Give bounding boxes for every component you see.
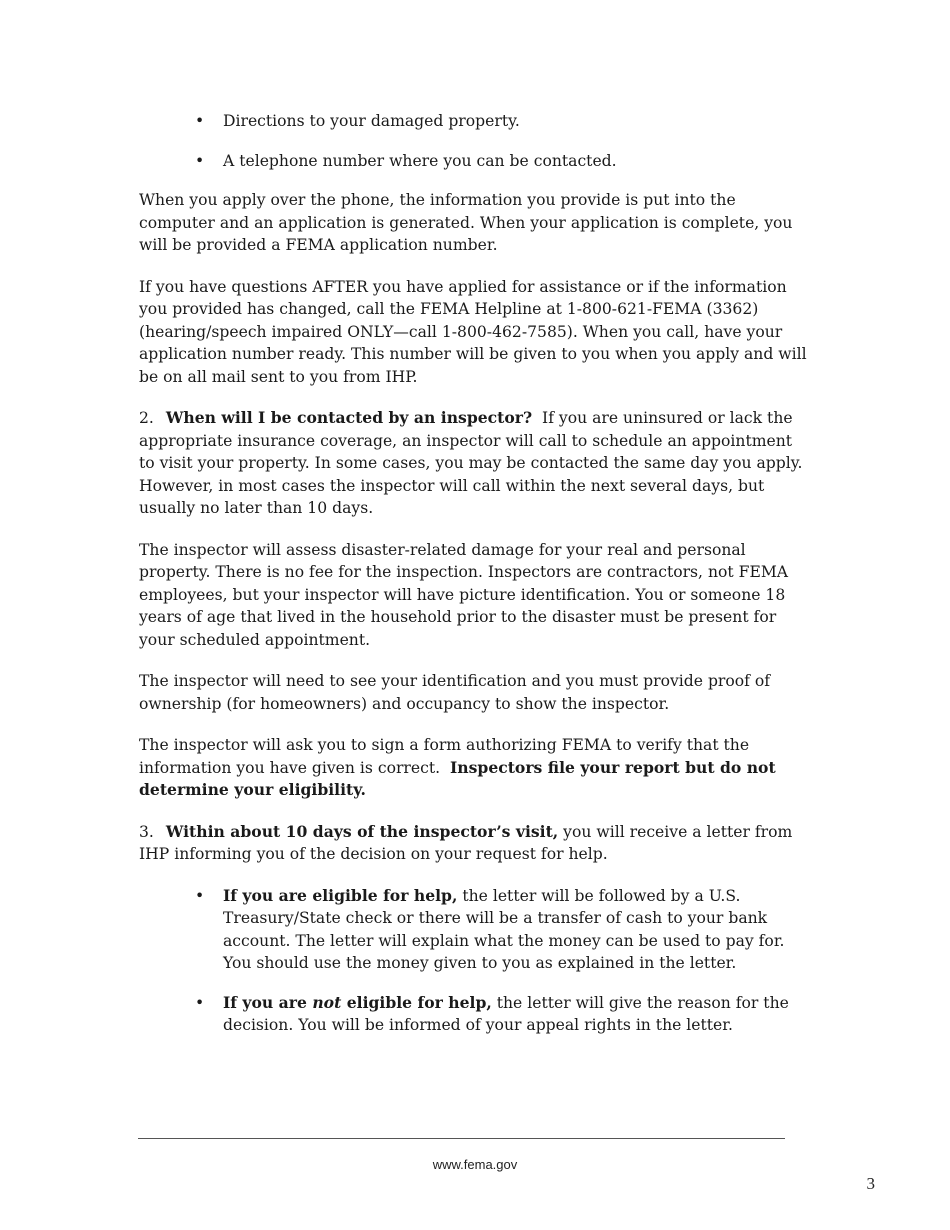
list-item: • A telephone number where you can be contacted. [139, 150, 811, 173]
section-text: you will receive a letter from IHP informing you of the decision on your request for help. [139, 822, 793, 863]
section-3-decision-letter [139, 821, 811, 866]
paragraph-bold-note: Inspectors file your report but do not determine your eligibility. [139, 757, 776, 799]
paragraph-identification: The inspector will need to see your identification and you must provide proof of ownership (for homeowners) and occupancy to show the inspector. [139, 672, 771, 713]
section-heading: When will I be contacted by an inspector? [165, 408, 533, 427]
bullet-text: the letter will give the reason for the decision. You will be informed of your appeal rights in the letter. [223, 993, 789, 1034]
paragraph-helpline: If you have questions AFTER you have applied for assistance or if the information you provided has changed, call the FEMA Helpline at 1-800-621-FEMA (3362) (hearing/speech impaired ONLY—call 1-800-462-7585). When you call, have your application number ready. This number will be given to you when you apply and will be on all mail sent to you from IHP. [139, 277, 807, 386]
paragraph-sign-form [139, 734, 811, 802]
paragraph-assessment: The inspector will assess disaster-related damage for your real and personal property. There is no fee for the inspection. Inspectors are contractors, not FEMA employees, but your inspector will have picture identification. You or someone 18 years of age that lived in the household prior to the disaster must be present for your scheduled appointment. [139, 540, 789, 649]
list-item: • Directions to your damaged property. [139, 110, 811, 133]
section-number: 3. [139, 822, 154, 841]
list-item-not-eligible [139, 992, 811, 1037]
bold-italic-text: not [312, 992, 342, 1012]
document-body [139, 110, 811, 1054]
bullet-bold-lead [223, 993, 492, 1012]
paragraph-text: The inspector will ask you to sign a form authorizing FEMA to verify that the information you have given is correct. [139, 736, 750, 777]
paragraph-phone-application: When you apply over the phone, the information you provide is put into the computer and an application is generated. When your application is complete, you will be provided a FEMA application number. [139, 191, 793, 254]
bold-text: If you are [223, 992, 307, 1012]
section-text: If you are uninsured or lack the appropriate insurance coverage, an inspector will call to schedule an appointment to visit your property. In some cases, you may be contacted the same day you apply. However, in most cases the inspector will call within the next several days, but usually no later than 10 days. [139, 409, 803, 517]
footer-divider [138, 1138, 785, 1139]
list-item-eligible [139, 885, 811, 975]
section-number: 2. [139, 409, 154, 427]
section-heading: Within about 10 days of the inspector’s visit, [165, 821, 559, 841]
section-2-inspector-contact [139, 407, 811, 520]
footer-url: www.fema.gov [432, 1157, 518, 1172]
bold-text: eligible for help, [346, 992, 492, 1012]
page-number: 3 [866, 1174, 875, 1193]
bullet-text: the letter will be followed by a U.S. Treasury/State check or there will be a transfer of cash to your bank account. The letter will explain what the money can be used to pay for. You should use the money given to you as explained in the letter. [223, 886, 785, 972]
contact-info-list [139, 110, 811, 172]
bullet-bold-lead: If you are eligible for help, [223, 885, 458, 905]
eligibility-list [139, 885, 811, 1037]
